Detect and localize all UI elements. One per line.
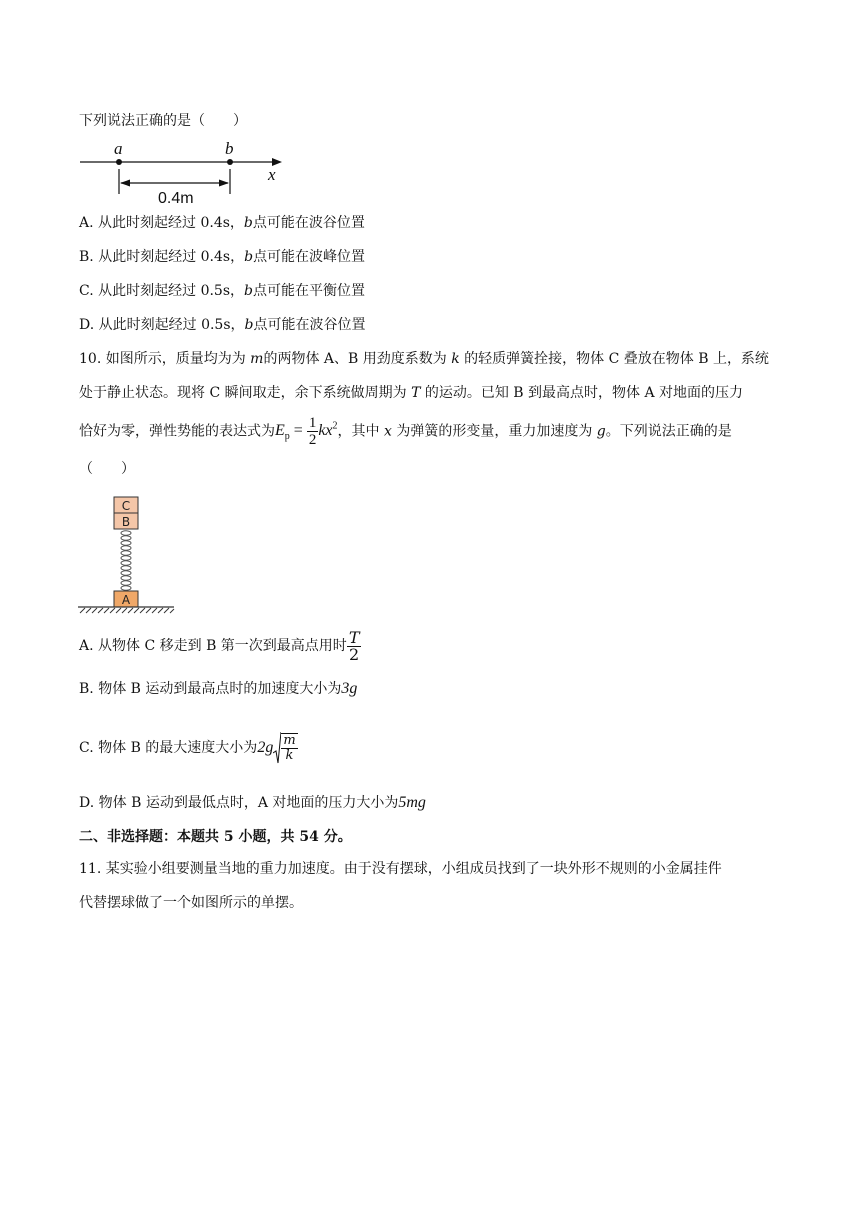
q9-option-d: D. 从此时刻起经过 0.5s，b点可能在波谷位置 — [79, 317, 366, 333]
distance-label: 0.4m — [158, 190, 194, 206]
svg-text:A: A — [121, 593, 131, 607]
svg-text:B: B — [121, 515, 131, 529]
q10-stem-line4: （ ） — [79, 461, 135, 477]
q9-option-c: C. 从此时刻起经过 0.5s，b点可能在平衡位置 — [79, 283, 365, 299]
q9-option-b: B. 从此时刻起经过 0.4s，b点可能在波峰位置 — [79, 249, 366, 265]
sqrt-symbol-icon — [273, 728, 281, 768]
x-axis-label: x — [268, 165, 276, 184]
energy-formula: $E_p$ = $\frac{1}{2}$ $kx^2$ — [275, 415, 338, 449]
point-b-label: b — [225, 139, 234, 158]
svg-text:C: C — [121, 499, 131, 513]
q11-stem-line1: 11. 某实验小组要测量当地的重力加速度。由于没有摆球，小组成员找到了一块外形不规则的小金属挂件 — [79, 861, 722, 877]
q10-option-a: A. 从物体 C 移走到 B 第一次到最高点用时 $\frac{T}{2}$ — [79, 627, 360, 664]
q10-stem-line1: 10. 如图所示，质量均为为 m的两物体 A、B 用劲度系数为 k 的轻质弹簧拴接，物体 C 叠放在物体 B 上，系统 — [79, 351, 769, 367]
ground-hatch — [80, 608, 174, 613]
q10-option-d: D. 物体 B 运动到最低点时，A 对地面的压力大小为5mg — [79, 794, 426, 811]
point-a-dot — [116, 159, 122, 165]
wave-axis-figure — [78, 136, 293, 206]
q10-option-c: C. 物体 B 的最大速度大小为2g $\frac{m}{k}$ — [79, 728, 298, 768]
spring-blocks-figure — [76, 494, 176, 614]
spring-icon — [121, 531, 131, 590]
q10-option-b: B. 物体 B 运动到最高点时的加速度大小为3g — [79, 680, 358, 697]
q9-option-a: A. 从此时刻起经过 0.4s，b点可能在波谷位置 — [79, 215, 365, 231]
point-a-label: a — [114, 139, 123, 158]
q9-stem: 下列说法正确的是（ ） — [79, 113, 247, 129]
q10-stem-line2: 处于静止状态。现将 C 瞬间取走，余下系统做周期为 T 的运动。已知 B 到最高点时，物体 A 对地面的压力 — [79, 385, 744, 401]
q10-stem-line3: 恰好为零，弹性势能的表达式为$E_p$ = $\frac{1}{2}$ $kx^2$，其中 x 为弹簧的形变量，重力加速度为 g。下列说法正确的是 — [79, 415, 732, 449]
point-b-dot — [227, 159, 233, 165]
section-2-title: 二、非选择题：本题共 5 小题，共 54 分。 — [79, 829, 352, 845]
q11-stem-line2: 代替摆球做了一个如图所示的单摆。 — [79, 895, 303, 911]
